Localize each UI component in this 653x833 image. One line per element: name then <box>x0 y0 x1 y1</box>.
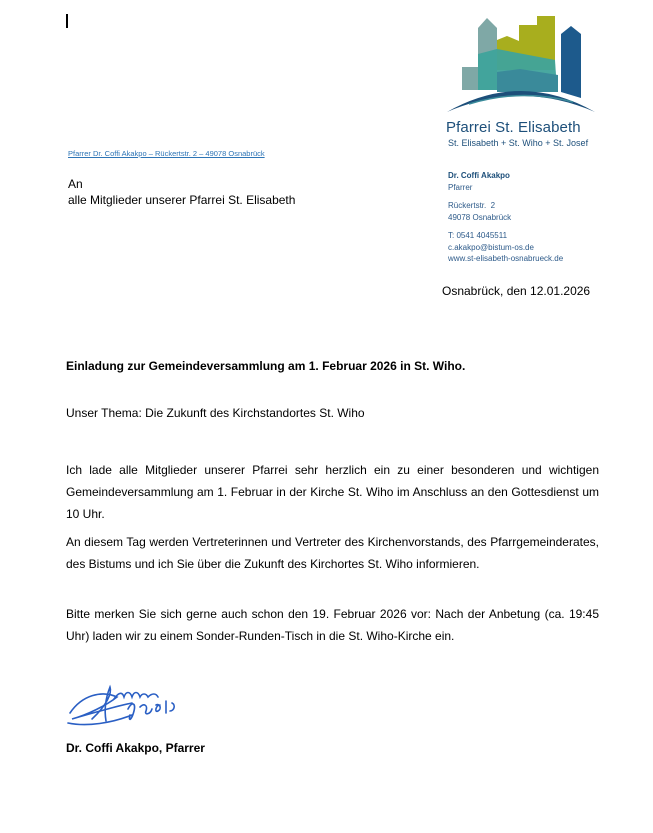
contact-email[interactable]: c.akakpo@bistum-os.de <box>448 242 534 252</box>
contact-city: 49078 Osnabrück <box>448 212 512 222</box>
contact-name: Dr. Coffi Akakpo <box>448 171 510 180</box>
contact-block <box>448 170 563 265</box>
parish-logo <box>445 12 597 112</box>
contact-website[interactable]: www.st-elisabeth-osnabrueck.de <box>448 254 564 263</box>
text-cursor <box>66 14 68 28</box>
contact-role: Pfarrer <box>448 182 473 192</box>
logo-tower-blue <box>561 26 581 98</box>
letter-subject: Einladung zur Gemeindeversammlung am 1. Februar 2026 in St. Wiho. <box>66 359 466 373</box>
letter-topic: Unser Thema: Die Zukunft des Kirchstandortes St. Wiho <box>66 406 365 420</box>
body-paragraph-1: Ich lade alle Mitglieder unserer Pfarrei sehr herzlich ein zu einer besonderen und wichtigen Gemeindeversammlung am 1. Februar in der Kirche St. Wiho im Anschluss an den Gottesdienst um 10 Uhr. <box>66 463 599 521</box>
logo-title: Pfarrei St. Elisabeth <box>446 119 581 136</box>
recipient-line-1: An <box>68 177 83 191</box>
recipient-line-2: alle Mitglieder unserer Pfarrei St. Elisabeth <box>68 193 296 207</box>
body-paragraph-2: An diesem Tag werden Vertreterinnen und Vertreter des Kirchenvorstands, des Pfarrgemeinderates, des Bistums und ich Sie über die Zukunft des Kirchortes St. Wiho informieren. <box>66 535 599 571</box>
contact-street: Rückertstr. 2 <box>448 201 496 210</box>
sender-return-address: Pfarrer Dr. Coffi Akakpo – Rückertstr. 2 – 49078 Osnabrück <box>68 149 265 158</box>
recipient-block <box>68 176 295 208</box>
handwritten-signature <box>62 675 187 735</box>
date-line: Osnabrück, den 12.01.2026 <box>442 284 591 298</box>
logo-subtitle: St. Elisabeth + St. Wiho + St. Josef <box>448 138 589 148</box>
body-paragraph-3: Bitte merken Sie sich gerne auch schon den 19. Februar 2026 vor: Nach der Anbetung (ca. 19:45 Uhr) laden wir zu einem Sonder-Runden-Tisch in die St. Wiho-Kirche ein. <box>66 607 599 643</box>
signer-name: Dr. Coffi Akakpo, Pfarrer <box>66 741 205 755</box>
contact-phone: T: 0541 4045511 <box>448 231 508 240</box>
